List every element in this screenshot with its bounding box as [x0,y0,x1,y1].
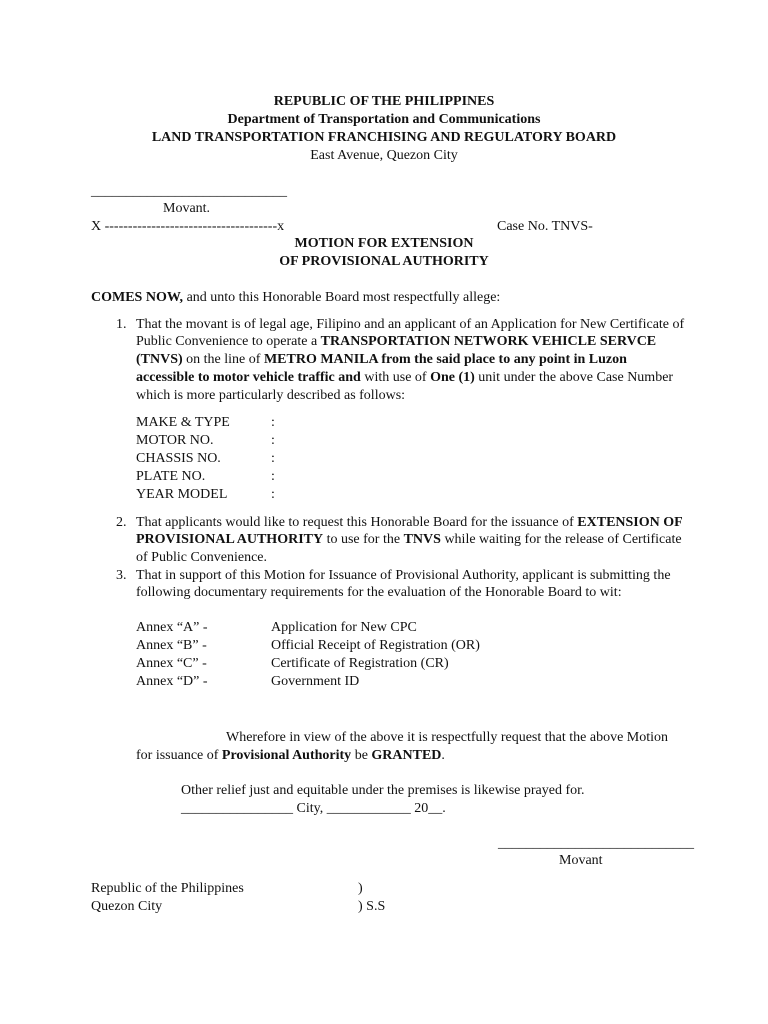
field-make-type-label: MAKE & TYPE [136,415,230,430]
item1-line2: Public Convenience to operate a TRANSPORTATION NETWORK VEHICLE SERVCE [136,334,657,349]
annex-b-desc: Official Receipt of Registration (OR) [271,638,480,653]
prayer-line2: for issuance of Provisional Authority be GRANTED. [136,748,445,763]
signature-line: ____________________________ [498,836,694,851]
movant-blank-line: ____________________________ [91,184,287,199]
item2-line3: of Public Convenience. [136,550,268,565]
annex-c-desc: Certificate of Registration (CR) [271,656,449,671]
item2-line1: That applicants would like to request this Honorable Board for the issuance of EXTENSION OF [136,515,683,530]
field-motor-no-label: MOTOR NO. [136,433,214,448]
field-plate-no-colon: : [271,469,275,484]
annex-d-label: Annex “D” - [136,674,208,689]
header-republic: REPUBLIC OF THE PHILIPPINES [273,94,495,109]
header-department: Department of Transportation and Communications [227,112,541,127]
prayer-line1: Wherefore in view of the above it is respectfully request that the above Motion [226,730,669,745]
field-year-model-label: YEAR MODEL [136,487,228,502]
field-chassis-no-label: CHASSIS NO. [136,451,221,466]
item2-number: 2. [116,515,127,530]
annex-c-label: Annex “C” - [136,656,207,671]
item1-line3: (TNVS) on the line of METRO MANILA from the said place to any point in Luzon [136,352,627,367]
signature-label: Movant [559,853,603,868]
other-relief: Other relief just and equitable under the premises is likewise prayed for. [181,783,585,798]
case-number: Case No. TNVS- [497,219,593,234]
item3-number: 3. [116,568,127,583]
annex-b-label: Annex “B” - [136,638,207,653]
field-plate-no-label: PLATE NO. [136,469,206,484]
venue-city: Quezon City [91,899,163,914]
item2-line2: PROVISIONAL AUTHORITY to use for the TNVS while waiting for the release of Certificate [136,532,682,547]
item1-line4: accessible to motor vehicle traffic and with use of One (1) unit under the above Case Number [136,370,674,385]
item3-line2: following documentary requirements for the evaluation of the Honorable Board to wit: [136,585,622,600]
field-year-model-colon: : [271,487,275,502]
annex-a-desc: Application for New CPC [271,620,417,635]
field-make-type-colon: : [271,415,275,430]
item1-line1: That the movant is of legal age, Filipino and an applicant of an Application for New Certificate of [136,317,685,332]
motion-title-line2: OF PROVISIONAL AUTHORITY [279,254,489,269]
venue-republic: Republic of the Philippines [91,881,244,896]
item1-line5: which is more particularly described as follows: [136,388,406,403]
item3-line1: That in support of this Motion for Issuance of Provisional Authority, applicant is submitting the [136,568,671,583]
venue-paren-1: ) [358,881,363,896]
date-place-line: ________________ City, ____________ 20__. [181,801,446,816]
annex-d-desc: Government ID [271,674,360,689]
header-address: East Avenue, Quezon City [310,148,458,163]
intro-paragraph: COMES NOW, and unto this Honorable Board most respectfully allege: [91,290,501,305]
header-board: LAND TRANSPORTATION FRANCHISING AND REGULATORY BOARD [151,130,617,145]
annex-a-label: Annex “A” - [136,620,208,635]
motion-title-line1: MOTION FOR EXTENSION [294,236,474,251]
caption-x-line: X -------------------------------------x [91,219,285,234]
item1-number: 1. [116,317,127,332]
field-motor-no-colon: : [271,433,275,448]
field-chassis-no-colon: : [271,451,275,466]
movant-label: Movant. [163,201,211,216]
venue-ss: ) S.S [358,899,386,914]
